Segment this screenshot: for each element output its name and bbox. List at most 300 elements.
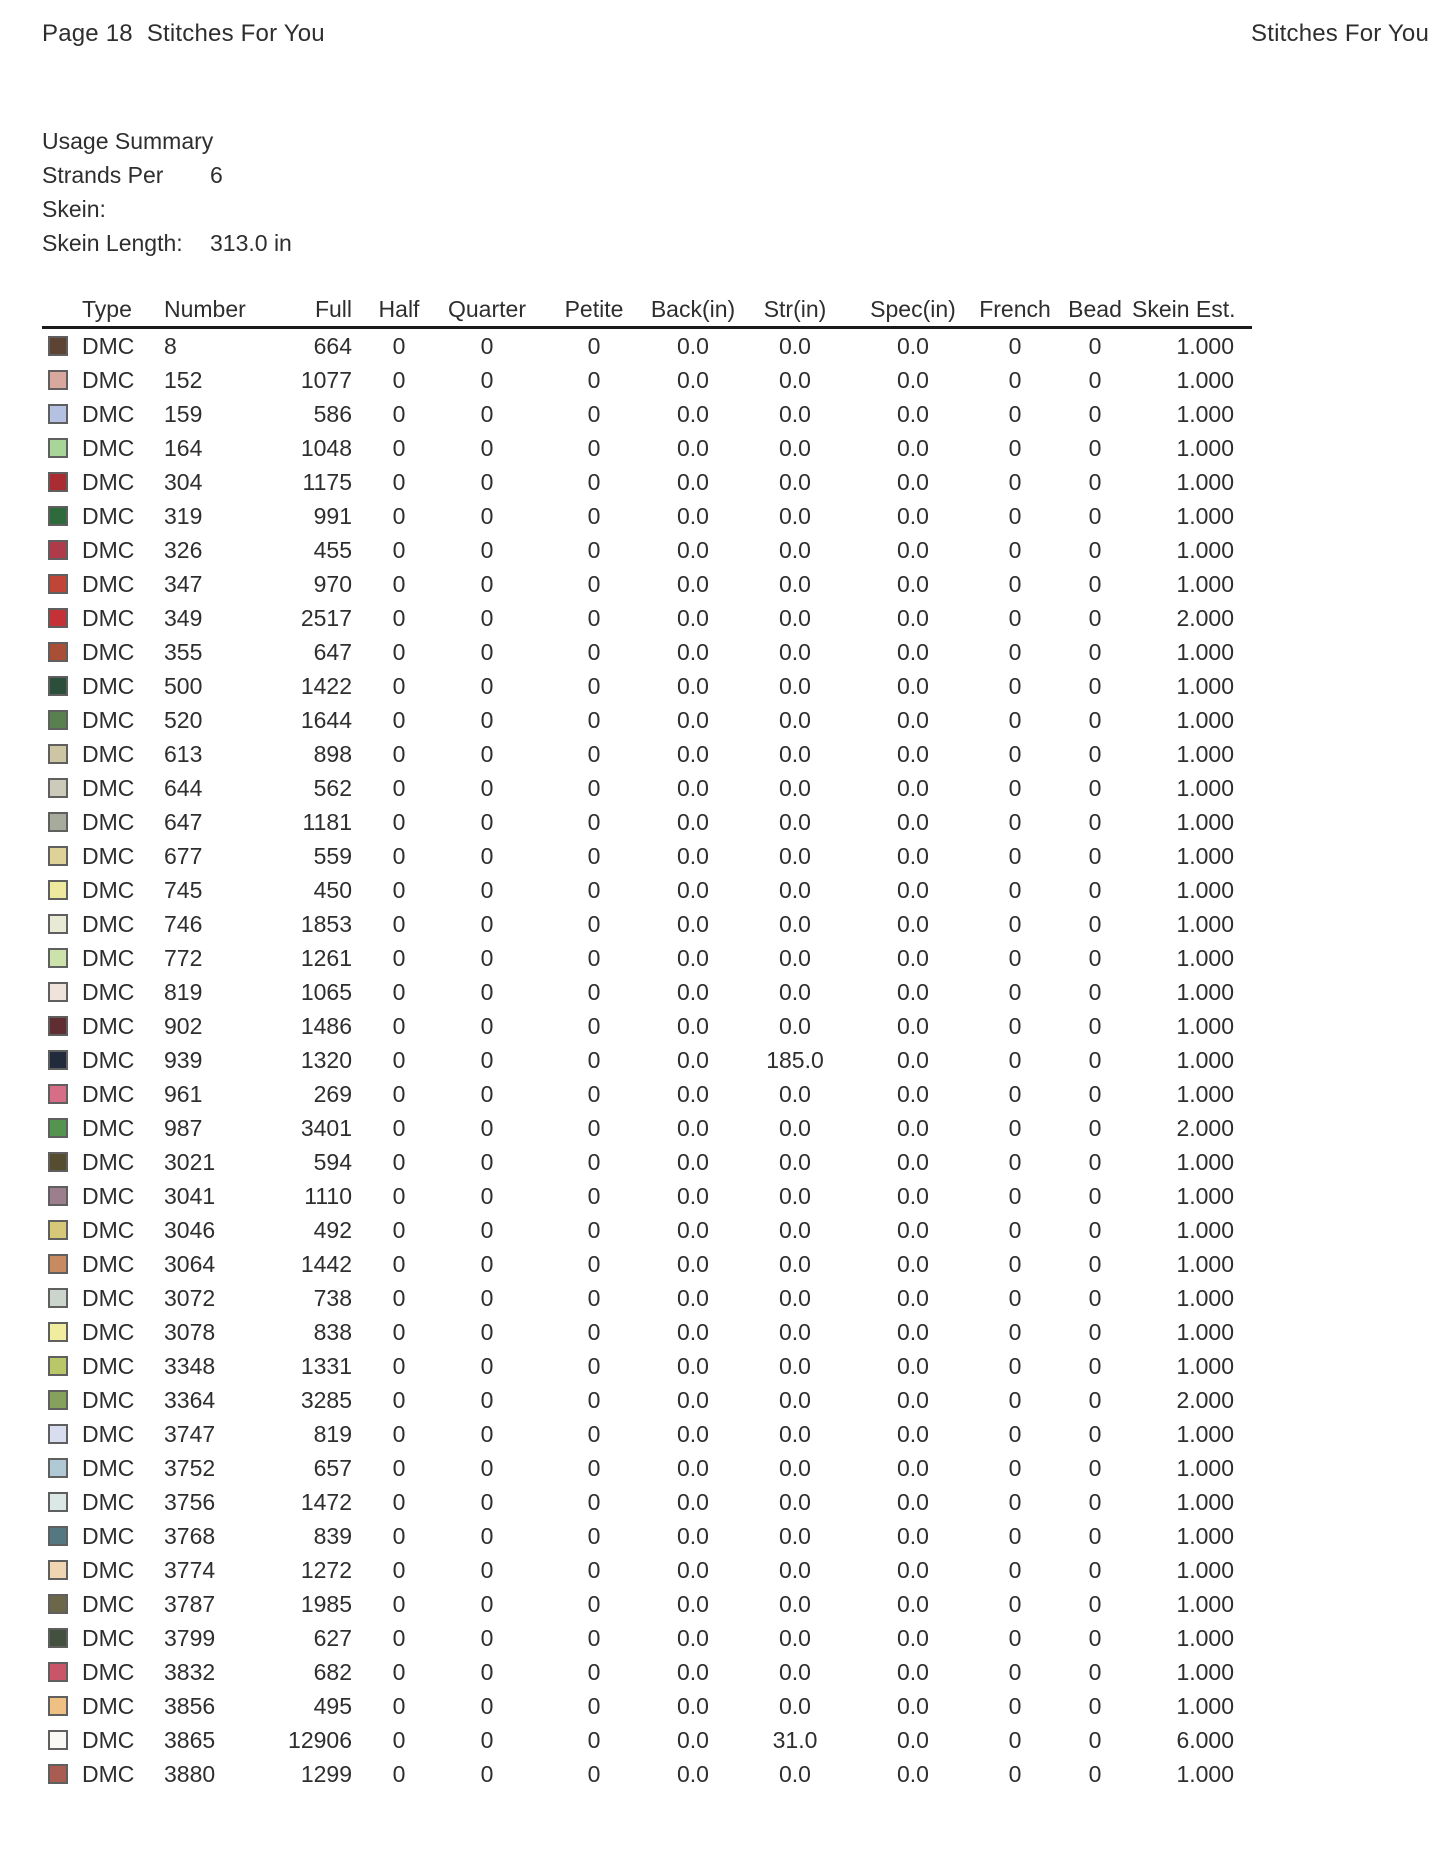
cell-spec: 0.0 (897, 740, 929, 767)
cell-skein-est: 1.000 (1176, 842, 1234, 869)
cell-spec: 0.0 (897, 706, 929, 733)
table-row (42, 329, 1252, 363)
color-swatch (48, 370, 68, 390)
cell-type: DMC (82, 1420, 135, 1447)
cell-quarter: 0 (480, 978, 494, 1005)
cell-number: 745 (164, 876, 203, 903)
cell-half: 0 (392, 876, 406, 903)
cell-bead: 0 (1088, 1624, 1102, 1651)
cell-back: 0.0 (677, 910, 709, 937)
cell-back: 0.0 (677, 570, 709, 597)
cell-bead: 0 (1088, 536, 1102, 563)
cell-quarter: 0 (480, 1114, 494, 1141)
cell-full: 495 (313, 1692, 352, 1719)
color-swatch (48, 1764, 68, 1784)
cell-skein-est: 1.000 (1176, 638, 1234, 665)
cell-bead: 0 (1088, 1352, 1102, 1379)
cell-type: DMC (82, 434, 135, 461)
page-header-right: Stitches For You (1251, 20, 1429, 47)
color-swatch (48, 880, 68, 900)
color-swatch (48, 1118, 68, 1138)
cell-bead: 0 (1088, 944, 1102, 971)
table-row (42, 975, 1252, 1009)
cell-str: 0.0 (779, 502, 811, 529)
cell-full: 559 (313, 842, 352, 869)
cell-back: 0.0 (677, 1114, 709, 1141)
table-row (42, 567, 1252, 601)
cell-full: 455 (313, 536, 352, 563)
cell-petite: 0 (587, 808, 601, 835)
color-swatch (48, 846, 68, 866)
cell-bead: 0 (1088, 910, 1102, 937)
cell-petite: 0 (587, 1624, 601, 1651)
cell-full: 1077 (300, 366, 352, 393)
cell-str: 0.0 (779, 1182, 811, 1209)
cell-petite: 0 (587, 876, 601, 903)
cell-french: 0 (1008, 1658, 1022, 1685)
cell-half: 0 (392, 978, 406, 1005)
cell-petite: 0 (587, 944, 601, 971)
cell-spec: 0.0 (897, 1522, 929, 1549)
summary-row-strands (42, 158, 292, 226)
table-row (42, 397, 1252, 431)
cell-number: 3364 (164, 1386, 216, 1413)
color-swatch (48, 1288, 68, 1308)
page-header-left (42, 20, 325, 48)
usage-summary-title: Usage Summary (42, 128, 214, 154)
cell-number: 3064 (164, 1250, 216, 1277)
cell-type: DMC (82, 978, 135, 1005)
cell-type: DMC (82, 1590, 135, 1617)
strands-per-skein-value: 6 (210, 162, 223, 188)
table-row (42, 1519, 1252, 1553)
cell-type: DMC (82, 638, 135, 665)
cell-number: 3747 (164, 1420, 216, 1447)
cell-quarter: 0 (480, 604, 494, 631)
cell-spec: 0.0 (897, 1760, 929, 1787)
cell-bead: 0 (1088, 706, 1102, 733)
cell-quarter: 0 (480, 366, 494, 393)
cell-str: 185.0 (766, 1046, 824, 1073)
cell-skein-est: 1.000 (1176, 1522, 1234, 1549)
cell-full: 1272 (300, 1556, 352, 1583)
cell-full: 1299 (300, 1760, 352, 1787)
cell-quarter: 0 (480, 1454, 494, 1481)
cell-type: DMC (82, 1250, 135, 1277)
cell-str: 31.0 (772, 1726, 818, 1753)
cell-bead: 0 (1088, 570, 1102, 597)
cell-number: 347 (164, 570, 203, 597)
cell-petite: 0 (587, 1556, 601, 1583)
cell-spec: 0.0 (897, 876, 929, 903)
cell-quarter: 0 (480, 672, 494, 699)
cell-french: 0 (1008, 1114, 1022, 1141)
cell-type: DMC (82, 1658, 135, 1685)
cell-french: 0 (1008, 944, 1022, 971)
cell-french: 0 (1008, 434, 1022, 461)
cell-spec: 0.0 (897, 1114, 929, 1141)
cell-full: 3401 (300, 1114, 352, 1141)
cell-back: 0.0 (677, 740, 709, 767)
cell-french: 0 (1008, 400, 1022, 427)
cell-type: DMC (82, 468, 135, 495)
cell-french: 0 (1008, 1046, 1022, 1073)
cell-type: DMC (82, 1624, 135, 1651)
cell-french: 0 (1008, 1352, 1022, 1379)
table-row (42, 805, 1252, 839)
color-swatch (48, 1594, 68, 1614)
cell-back: 0.0 (677, 1624, 709, 1651)
cell-spec: 0.0 (897, 1182, 929, 1209)
cell-petite: 0 (587, 434, 601, 461)
cell-skein-est: 1.000 (1176, 1624, 1234, 1651)
color-swatch (48, 744, 68, 764)
cell-back: 0.0 (677, 1488, 709, 1515)
cell-french: 0 (1008, 774, 1022, 801)
cell-str: 0.0 (779, 332, 811, 359)
usage-summary-title-row (42, 124, 292, 158)
cell-petite: 0 (587, 1386, 601, 1413)
cell-full: 1422 (300, 672, 352, 699)
color-swatch (48, 1424, 68, 1444)
color-swatch (48, 608, 68, 628)
cell-number: 3880 (164, 1760, 216, 1787)
cell-spec: 0.0 (897, 978, 929, 1005)
cell-french: 0 (1008, 1624, 1022, 1651)
cell-number: 3046 (164, 1216, 216, 1243)
column-header-full: Full (314, 295, 352, 322)
cell-spec: 0.0 (897, 1488, 929, 1515)
color-swatch (48, 1662, 68, 1682)
cell-petite: 0 (587, 604, 601, 631)
cell-spec: 0.0 (897, 910, 929, 937)
cell-bead: 0 (1088, 1250, 1102, 1277)
cell-half: 0 (392, 1556, 406, 1583)
usage-table-body (42, 329, 1252, 1791)
table-row (42, 1315, 1252, 1349)
cell-str: 0.0 (779, 400, 811, 427)
cell-french: 0 (1008, 1182, 1022, 1209)
cell-petite: 0 (587, 1352, 601, 1379)
cell-skein-est: 1.000 (1176, 570, 1234, 597)
cell-number: 349 (164, 604, 203, 631)
cell-full: 492 (313, 1216, 352, 1243)
cell-type: DMC (82, 1012, 135, 1039)
cell-french: 0 (1008, 332, 1022, 359)
cell-half: 0 (392, 570, 406, 597)
cell-petite: 0 (587, 332, 601, 359)
cell-quarter: 0 (480, 1284, 494, 1311)
cell-spec: 0.0 (897, 1658, 929, 1685)
cell-bead: 0 (1088, 1726, 1102, 1753)
cell-str: 0.0 (779, 1522, 811, 1549)
table-row (42, 1077, 1252, 1111)
cell-half: 0 (392, 1658, 406, 1685)
color-swatch (48, 1254, 68, 1274)
cell-petite: 0 (587, 1182, 601, 1209)
table-row (42, 1145, 1252, 1179)
cell-bead: 0 (1088, 638, 1102, 665)
table-row (42, 1417, 1252, 1451)
cell-back: 0.0 (677, 1386, 709, 1413)
cell-type: DMC (82, 1386, 135, 1413)
cell-number: 355 (164, 638, 203, 665)
color-swatch (48, 1492, 68, 1512)
cell-skein-est: 1.000 (1176, 332, 1234, 359)
cell-type: DMC (82, 1726, 135, 1753)
cell-full: 738 (313, 1284, 352, 1311)
cell-french: 0 (1008, 1522, 1022, 1549)
cell-french: 0 (1008, 1454, 1022, 1481)
cell-petite: 0 (587, 1012, 601, 1039)
cell-back: 0.0 (677, 434, 709, 461)
document-title-left: Stitches For You (146, 20, 325, 47)
cell-full: 839 (313, 1522, 352, 1549)
cell-skein-est: 1.000 (1176, 1250, 1234, 1277)
cell-half: 0 (392, 1046, 406, 1073)
cell-petite: 0 (587, 1250, 601, 1277)
cell-bead: 0 (1088, 400, 1102, 427)
color-swatch (48, 710, 68, 730)
cell-petite: 0 (587, 842, 601, 869)
cell-half: 0 (392, 1012, 406, 1039)
color-swatch (48, 1560, 68, 1580)
cell-spec: 0.0 (897, 1012, 929, 1039)
cell-quarter: 0 (480, 774, 494, 801)
cell-spec: 0.0 (897, 1250, 929, 1277)
cell-half: 0 (392, 1318, 406, 1345)
table-row (42, 601, 1252, 635)
cell-skein-est: 1.000 (1176, 1454, 1234, 1481)
cell-quarter: 0 (480, 1760, 494, 1787)
cell-skein-est: 1.000 (1176, 468, 1234, 495)
cell-quarter: 0 (480, 1522, 494, 1549)
cell-type: DMC (82, 400, 135, 427)
cell-spec: 0.0 (897, 808, 929, 835)
cell-str: 0.0 (779, 1216, 811, 1243)
cell-back: 0.0 (677, 1658, 709, 1685)
cell-str: 0.0 (779, 1318, 811, 1345)
cell-number: 520 (164, 706, 203, 733)
cell-str: 0.0 (779, 366, 811, 393)
table-row (42, 1689, 1252, 1723)
page-number: Page 18 (42, 20, 133, 47)
cell-half: 0 (392, 910, 406, 937)
cell-quarter: 0 (480, 1318, 494, 1345)
cell-half: 0 (392, 604, 406, 631)
cell-petite: 0 (587, 1420, 601, 1447)
cell-petite: 0 (587, 468, 601, 495)
cell-quarter: 0 (480, 502, 494, 529)
cell-skein-est: 1.000 (1176, 910, 1234, 937)
cell-back: 0.0 (677, 1556, 709, 1583)
cell-petite: 0 (587, 978, 601, 1005)
cell-full: 664 (313, 332, 352, 359)
cell-french: 0 (1008, 910, 1022, 937)
color-swatch (48, 914, 68, 934)
table-row (42, 873, 1252, 907)
color-swatch (48, 1220, 68, 1240)
cell-back: 0.0 (677, 1284, 709, 1311)
cell-quarter: 0 (480, 1726, 494, 1753)
cell-spec: 0.0 (897, 672, 929, 699)
cell-type: DMC (82, 1352, 135, 1379)
cell-str: 0.0 (779, 468, 811, 495)
cell-number: 3768 (164, 1522, 216, 1549)
cell-str: 0.0 (779, 808, 811, 835)
cell-half: 0 (392, 1624, 406, 1651)
cell-bead: 0 (1088, 604, 1102, 631)
cell-str: 0.0 (779, 536, 811, 563)
table-row (42, 1655, 1252, 1689)
cell-back: 0.0 (677, 808, 709, 835)
cell-bead: 0 (1088, 1420, 1102, 1447)
cell-half: 0 (392, 1726, 406, 1753)
color-swatch (48, 1356, 68, 1376)
cell-bead: 0 (1088, 1454, 1102, 1481)
cell-number: 644 (164, 774, 203, 801)
cell-french: 0 (1008, 808, 1022, 835)
color-swatch (48, 1084, 68, 1104)
cell-petite: 0 (587, 740, 601, 767)
cell-type: DMC (82, 1284, 135, 1311)
cell-spec: 0.0 (897, 536, 929, 563)
cell-number: 3041 (164, 1182, 216, 1209)
cell-petite: 0 (587, 1114, 601, 1141)
cell-skein-est: 2.000 (1176, 1386, 1234, 1413)
column-header-petite: Petite (564, 295, 624, 322)
cell-number: 152 (164, 366, 203, 393)
cell-half: 0 (392, 638, 406, 665)
column-header-str: Str(in) (763, 295, 827, 322)
table-row (42, 1723, 1252, 1757)
cell-number: 3774 (164, 1556, 216, 1583)
table-row (42, 1043, 1252, 1077)
cell-skein-est: 1.000 (1176, 944, 1234, 971)
cell-back: 0.0 (677, 332, 709, 359)
cell-str: 0.0 (779, 944, 811, 971)
cell-back: 0.0 (677, 1318, 709, 1345)
cell-french: 0 (1008, 1080, 1022, 1107)
cell-spec: 0.0 (897, 774, 929, 801)
cell-quarter: 0 (480, 944, 494, 971)
cell-full: 627 (313, 1624, 352, 1651)
column-header-type: Type (82, 295, 132, 322)
cell-number: 3752 (164, 1454, 216, 1481)
cell-skein-est: 1.000 (1176, 1318, 1234, 1345)
cell-type: DMC (82, 502, 135, 529)
cell-spec: 0.0 (897, 1624, 929, 1651)
cell-number: 304 (164, 468, 203, 495)
cell-bead: 0 (1088, 1012, 1102, 1039)
cell-french: 0 (1008, 1488, 1022, 1515)
cell-skein-est: 1.000 (1176, 1420, 1234, 1447)
column-header-half: Half (378, 295, 420, 322)
cell-str: 0.0 (779, 1454, 811, 1481)
cell-full: 682 (313, 1658, 352, 1685)
cell-skein-est: 1.000 (1176, 876, 1234, 903)
cell-half: 0 (392, 1488, 406, 1515)
cell-full: 1065 (300, 978, 352, 1005)
cell-spec: 0.0 (897, 468, 929, 495)
cell-number: 3865 (164, 1726, 216, 1753)
cell-quarter: 0 (480, 1352, 494, 1379)
cell-back: 0.0 (677, 604, 709, 631)
cell-str: 0.0 (779, 978, 811, 1005)
cell-back: 0.0 (677, 1726, 709, 1753)
cell-str: 0.0 (779, 1590, 811, 1617)
usage-table-header (42, 292, 1252, 329)
cell-type: DMC (82, 1148, 135, 1175)
cell-type: DMC (82, 1760, 135, 1787)
cell-number: 772 (164, 944, 203, 971)
cell-half: 0 (392, 842, 406, 869)
cell-french: 0 (1008, 570, 1022, 597)
cell-petite: 0 (587, 1080, 601, 1107)
cell-half: 0 (392, 332, 406, 359)
cell-back: 0.0 (677, 978, 709, 1005)
cell-back: 0.0 (677, 1046, 709, 1073)
cell-bead: 0 (1088, 1284, 1102, 1311)
table-row (42, 941, 1252, 975)
cell-bead: 0 (1088, 1488, 1102, 1515)
cell-full: 1181 (302, 808, 352, 835)
skein-length-value: 313.0 in (210, 230, 292, 256)
cell-full: 269 (313, 1080, 352, 1107)
cell-back: 0.0 (677, 876, 709, 903)
cell-french: 0 (1008, 502, 1022, 529)
cell-number: 164 (164, 434, 203, 461)
cell-half: 0 (392, 1352, 406, 1379)
cell-french: 0 (1008, 366, 1022, 393)
cell-back: 0.0 (677, 1182, 709, 1209)
cell-petite: 0 (587, 910, 601, 937)
cell-bead: 0 (1088, 1522, 1102, 1549)
cell-petite: 0 (587, 1760, 601, 1787)
cell-petite: 0 (587, 502, 601, 529)
cell-half: 0 (392, 1080, 406, 1107)
cell-half: 0 (392, 400, 406, 427)
cell-back: 0.0 (677, 672, 709, 699)
cell-spec: 0.0 (897, 502, 929, 529)
color-swatch (48, 472, 68, 492)
cell-type: DMC (82, 1454, 135, 1481)
cell-back: 0.0 (677, 1080, 709, 1107)
cell-full: 12906 (288, 1726, 352, 1753)
cell-quarter: 0 (480, 1012, 494, 1039)
cell-number: 3756 (164, 1488, 216, 1515)
cell-quarter: 0 (480, 1182, 494, 1209)
cell-half: 0 (392, 1148, 406, 1175)
cell-petite: 0 (587, 1284, 601, 1311)
cell-petite: 0 (587, 1148, 601, 1175)
cell-str: 0.0 (779, 1080, 811, 1107)
cell-type: DMC (82, 910, 135, 937)
cell-back: 0.0 (677, 944, 709, 971)
cell-skein-est: 1.000 (1176, 774, 1234, 801)
cell-skein-est: 2.000 (1176, 1114, 1234, 1141)
cell-half: 0 (392, 706, 406, 733)
color-swatch (48, 336, 68, 356)
cell-quarter: 0 (480, 1658, 494, 1685)
cell-bead: 0 (1088, 1148, 1102, 1175)
cell-quarter: 0 (480, 706, 494, 733)
cell-half: 0 (392, 1760, 406, 1787)
cell-quarter: 0 (480, 1148, 494, 1175)
cell-quarter: 0 (480, 910, 494, 937)
cell-str: 0.0 (779, 706, 811, 733)
column-header-spec: Spec(in) (870, 295, 956, 322)
